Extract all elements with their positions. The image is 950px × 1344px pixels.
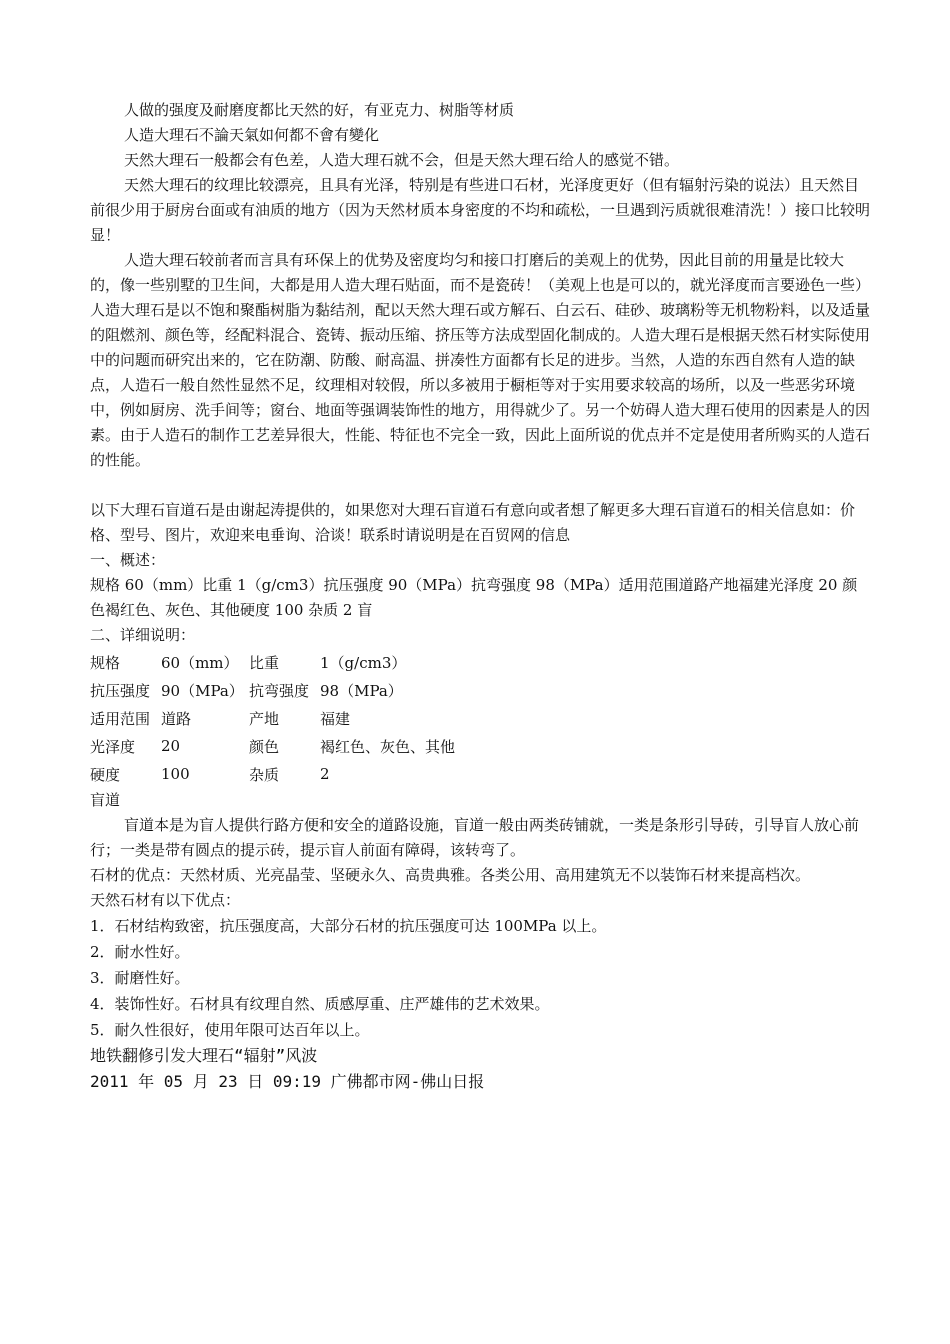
table-cell: 20 xyxy=(161,737,181,755)
table-row xyxy=(90,732,480,760)
intro-paragraph-2: 人造大理石不論天氣如何都不會有變化 xyxy=(124,126,380,144)
table-cell: 90（MPa） xyxy=(161,681,244,700)
list-item: 4．装饰性好。石材具有纹理自然、质感厚重、庄严雄伟的艺术效果。 xyxy=(90,995,550,1013)
table-cell: 规格 xyxy=(90,653,121,672)
table-cell: 褐红色、灰色、其他 xyxy=(320,737,456,756)
intro-paragraph-4: 天然大理石的纹理比较漂亮，且具有光泽，特别是有些进口石材，光泽度更好（但有辐射污染的说法）且天然目前很少用于厨房台面或有油质的地方（因为天然材质本身密度的不均和疏松，一旦遇到污质就很难清洗！）接口比较明显！ xyxy=(90,176,871,244)
intro-paragraph-1: 人做的强度及耐磨度都比天然的好，有亚克力、树脂等材质 xyxy=(124,101,515,119)
blank-line xyxy=(90,473,870,498)
table-cell: 道路 xyxy=(161,709,192,728)
blind-road-heading: 盲道 xyxy=(90,791,121,809)
supplier-note: 以下大理石盲道石是由谢起涛提供的，如果您对大理石盲道石有意向或者想了解更多大理石盲道石的相关信息如：价格、型号、图片，欢迎来电垂询、洽谈！联系时请说明是在百贸网的信息 xyxy=(90,501,856,544)
intro-paragraph-5: 人造大理石较前者而言具有环保上的优势及密度均匀和接口打磨后的美观上的优势，因此目前的用量是比较大的，像一些别墅的卫生间，大都是用人造大理石贴面，而不是瓷砖！（美观上也是可以的，就光泽度而言要逊色一些） xyxy=(90,251,871,294)
overview-text: 规格 60（mm）比重 1（g/cm3）抗压强度 90（MPa）抗弯强度 98（MPa）适用范围道路产地福建光泽度 20 颜色褐红色、灰色、其他硬度 100 杂质 2 盲 xyxy=(90,576,858,619)
table-row xyxy=(90,676,480,704)
table-cell: 福建 xyxy=(320,709,351,728)
spec-table xyxy=(90,648,480,788)
overview-heading: 一、概述： xyxy=(90,551,166,569)
table-row xyxy=(90,704,480,732)
list-item: 2．耐水性好。 xyxy=(90,943,190,961)
detail-heading: 二、详细说明： xyxy=(90,626,196,644)
list-item: 5．耐久性很好，使用年限可达百年以上。 xyxy=(90,1021,370,1039)
table-cell: 2 xyxy=(320,765,330,783)
table-cell: 60（mm） xyxy=(161,653,239,672)
list-item: 1．石材结构致密，抗压强度高，大部分石材的抗压强度可达 100MPa 以上。 xyxy=(90,917,607,935)
table-cell: 100 xyxy=(161,765,190,783)
table-cell: 适用范围 xyxy=(90,709,151,728)
news-date: 2011 年 05 月 23 日 09:19 广佛都市网-佛山日报 xyxy=(90,1072,485,1091)
table-cell: 产地 xyxy=(249,709,280,728)
table-cell: 硬度 xyxy=(90,765,121,784)
blind-road-text: 盲道本是为盲人提供行路方便和安全的道路设施，盲道一般由两类砖铺就，一类是条形引导砖，引导盲人放心前行；一类是带有圆点的提示砖，提示盲人前面有障碍，该转弯了。 xyxy=(90,816,860,859)
list-item: 3．耐磨性好。 xyxy=(90,969,190,987)
table-cell: 杂质 xyxy=(249,765,280,784)
table-cell: 98（MPa） xyxy=(320,681,403,700)
stone-advantages: 石材的优点：天然材质、光亮晶莹、坚硬永久、高贵典雅。各类公用、高用建筑无不以装饰石材来提高档次。 xyxy=(90,866,811,884)
artificial-marble-paragraph: 人造大理石是以不饱和聚酯树脂为黏结剂，配以天然大理石或方解石、白云石、硅砂、玻璃粉等无机物粉料，以及适量的阻燃剂、颜色等，经配料混合、瓷铸、振动压缩、挤压等方法成型固化制成的。人造大理石是根据天然石材实际使用中的问题而研究出来的，它在防潮、防酸、耐高温、拼凑性方面都有长足的进步。当然，人造的东西自然有人造的缺点，人造石一般自然性显然不足，纹理相对较假，所以多被用于橱柜等对于实用要求较高的场所，以及一些恶劣环境中，例如厨房、洗手间等；窗台、地面等强调装饰性的地方，用得就少了。另一个妨碍人造大理石使用的因素是人的因素。由于人造石的制作工艺差异很大，性能、特征也不完全一致，因此上面所说的优点并不定是使用者所购买的人造石的性能。 xyxy=(90,301,871,469)
table-cell: 光泽度 xyxy=(90,737,136,756)
table-row xyxy=(90,760,480,788)
table-cell: 比重 xyxy=(249,653,280,672)
document-page xyxy=(90,98,870,1095)
table-cell: 1（g/cm3） xyxy=(320,653,407,672)
news-title: 地铁翻修引发大理石“辐射”风波 xyxy=(90,1046,318,1065)
intro-paragraph-3: 天然大理石一般都会有色差，人造大理石就不会，但是天然大理石给人的感觉不错。 xyxy=(124,151,680,169)
natural-stone-heading: 天然石材有以下优点： xyxy=(90,891,241,909)
table-cell: 颜色 xyxy=(249,737,280,756)
table-cell: 抗压强度 xyxy=(90,681,151,700)
table-cell: 抗弯强度 xyxy=(249,681,310,700)
advantages-list xyxy=(90,913,870,1043)
table-row xyxy=(90,648,480,676)
